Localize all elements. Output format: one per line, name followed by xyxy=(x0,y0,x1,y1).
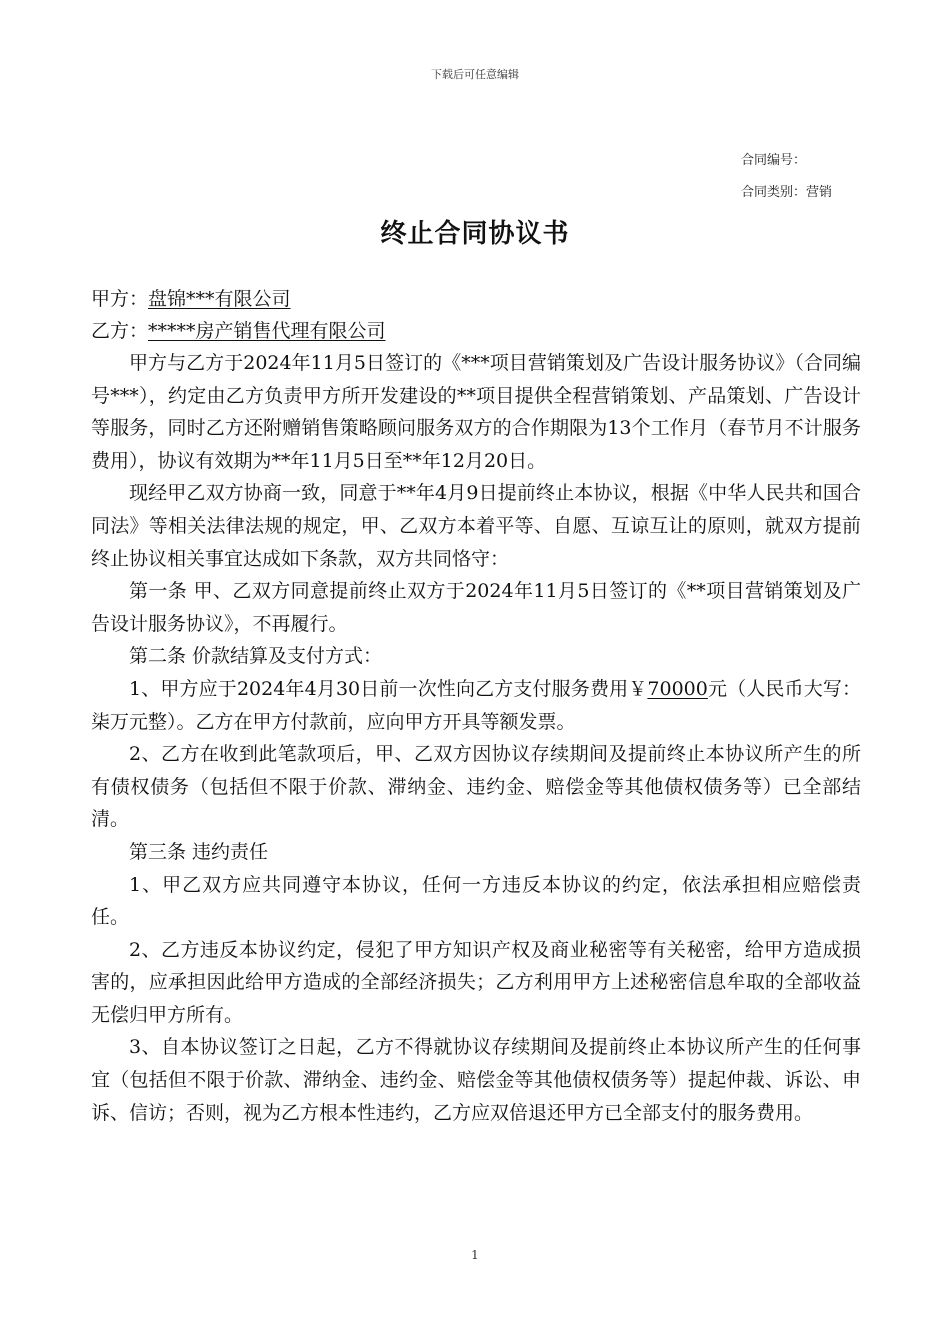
contract-type-line xyxy=(741,181,832,200)
party-a-label: 甲方： xyxy=(91,288,149,310)
party-b-line xyxy=(91,315,386,347)
party-a-name: 盘锦***有限公司 xyxy=(148,288,291,310)
document-title: 终止合同协议书 xyxy=(380,219,570,249)
paragraph-background: 甲方与乙方于2024年11月5日签订的《***项目营销策划及广告设计服务协议》（合同编号***），约定由乙方负责甲方所开发建设的**项目提供全程营销策划、产品策划、广告设计等服务，同时乙方还附赠销售策略顾问服务双方的合作期限为13个工作月（春节月不计服务费用），协议有效期为**年11月5日至**年12月20日。 xyxy=(91,352,861,472)
contract-number-label: 合同编号： xyxy=(741,153,807,168)
contract-type-label: 合同类别： xyxy=(741,185,807,200)
article-three-clause-1: 1、甲乙双方应共同遵守本协议，任何一方违反本协议的约定，依法承担相应赔偿责任。 xyxy=(91,873,861,929)
contract-number-line xyxy=(741,149,806,168)
payment-amount: 70000 xyxy=(647,677,708,700)
page-number: 1 xyxy=(471,1248,479,1262)
contract-type-value: 营销 xyxy=(806,185,833,200)
payment-text-before: 1、甲方应于2024年4月30日前一次性向乙方支付服务费用￥ xyxy=(129,677,648,700)
article-two-clause-1 xyxy=(91,673,861,738)
article-three-clause-3: 3、自本协议签订之日起，乙方不得就协议存续期间及提前终止本协议所产生的任何事宜（包括但不限于价款、滞纳金、违约金、赔偿金等其他债权债务等）提起仲裁、诉讼、申诉、信访；否则，视为乙方根本性违约，乙方应双倍退还甲方已全部支付的服务费用。 xyxy=(91,1036,861,1124)
article-two-clause-2: 2、乙方在收到此笔款项后，甲、乙双方因协议存续期间及提前终止本协议所产生的所有债权债务（包括但不限于价款、滞纳金、违约金、赔偿金等其他债权债务等）已全部结清。 xyxy=(91,743,861,831)
party-a-line xyxy=(91,283,291,315)
party-b-label: 乙方： xyxy=(91,320,149,342)
article-one: 第一条 甲、乙双方同意提前终止双方于2024年11月5日签订的《**项目营销策划及广告设计服务协议》，不再履行。 xyxy=(91,580,861,635)
paragraph-termination-consensus: 现经甲乙双方协商一致，同意于**年4月9日提前终止本协议，根据《中华人民共和国合同法》等相关法律法规的规定，甲、乙双方本着平等、自愿、互谅互让的原则，就双方提前终止协议相关事宜达成如下条款，双方共同恪守： xyxy=(91,482,861,570)
agreement-body xyxy=(91,347,861,1129)
header-note: 下载后可任意编辑 xyxy=(431,68,519,81)
payment-text-after: 元（人民币大写：柒万元整）。乙方在甲方付款前，应向甲方开具等额发票。 xyxy=(91,677,861,733)
party-b-name: *****房产销售代理有限公司 xyxy=(148,320,386,342)
article-three-heading: 第三条 违约责任 xyxy=(129,840,269,863)
article-three-clause-2: 2、乙方违反本协议约定，侵犯了甲方知识产权及商业秘密等有关秘密，给甲方造成损害的，应承担因此给甲方造成的全部经济损失；乙方利用甲方上述秘密信息牟取的全部收益无偿归甲方所有。 xyxy=(91,938,861,1026)
article-two-heading: 第二条 价款结算及支付方式： xyxy=(129,645,383,668)
